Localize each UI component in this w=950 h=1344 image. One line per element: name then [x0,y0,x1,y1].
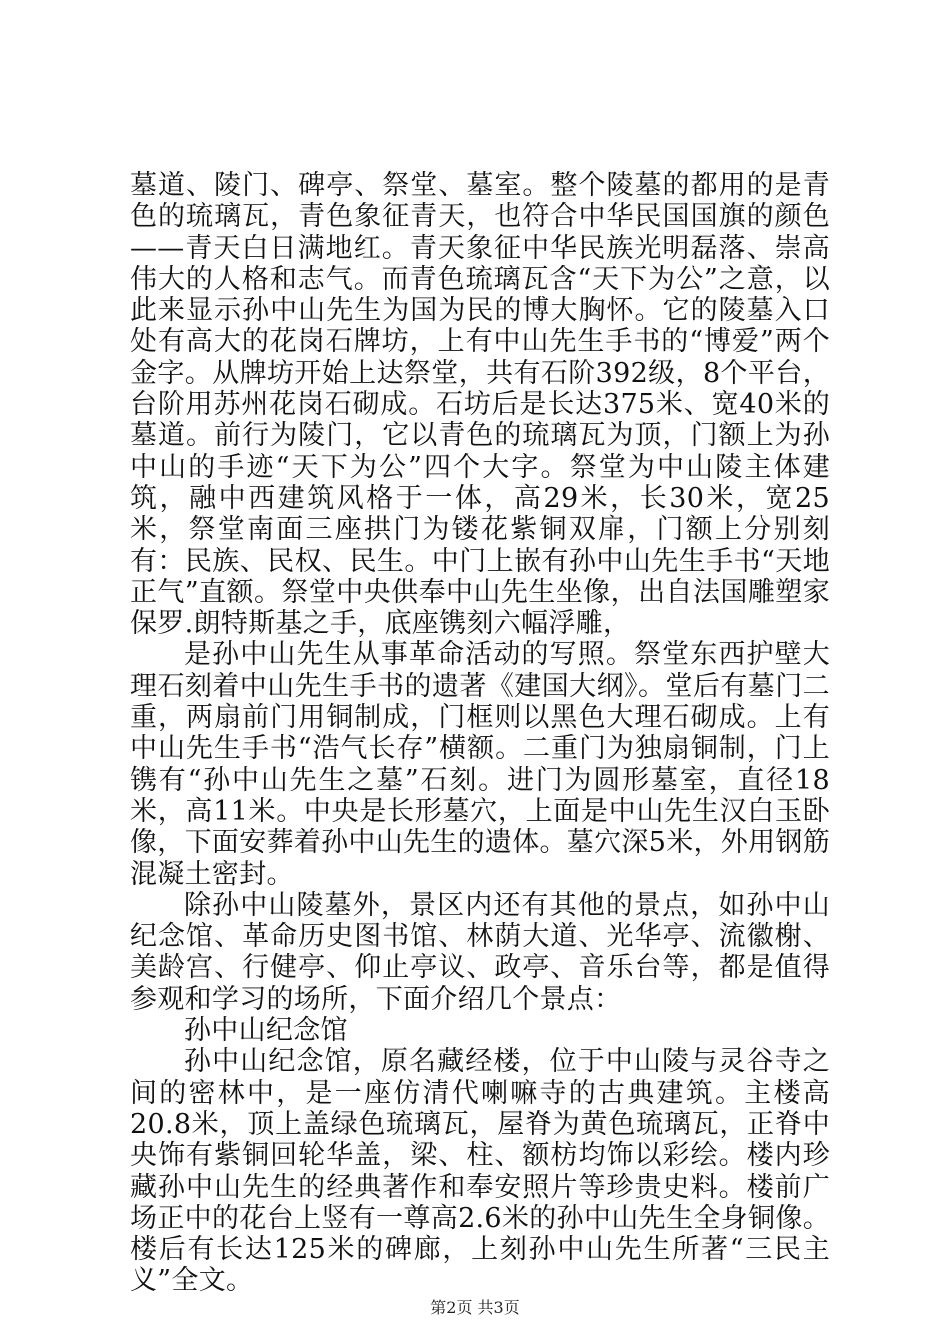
page-number-footer: 第2页 共3页 [430,1298,520,1317]
section-heading-memorial-hall: 孙中山纪念馆 [184,1015,348,1047]
paragraph-memorial-hall: 孙中山纪念馆，原名藏经楼，位于中山陵与灵谷寺之间的密林中，是一座仿清代喇嘛寺的古典建筑。主楼高20.8米，顶上盖绿色琉璃瓦，屋脊为黄色琉璃瓦，正脊中央饰有紫铜回轮华盖，梁、柱、额枋均饰以彩绘。楼内珍藏孙中山先生的经典著作和奉安照片等珍贵史料。楼前广场正中的花台上竖有一尊高2.6米的孙中山先生全身铜像。楼后有长达125米的碑廊，上刻孙中山先生所著“三民主义”全文。 [130,1046,830,1297]
document-body [130,170,830,1297]
paragraph-tomb-chamber: 是孙中山先生从事革命活动的写照。祭堂东西护壁大理石刻着中山先生手书的遗著《建国大纲》。堂后有墓门二重，两扇前门用铜制成，门框则以黑色大理石砌成。上有中山先生手书“浩气长存”横额。二重门为独扇铜制，门上镌有“孙中山先生之墓”石刻。进门为圆形墓室，直径18米，高11米。中央是长形墓穴，上面是中山先生汉白玉卧像，下面安葬着孙中山先生的遗体。墓穴深5米，外用钢筋混凝土密封。 [130,639,830,890]
paragraph-other-sights: 除孙中山陵墓外，景区内还有其他的景点，如孙中山纪念馆、革命历史图书馆、林荫大道、光华亭、流徽榭、美龄宫、行健亭、仰止亭议、政亭、音乐台等，都是值得参观和学习的场所，下面介绍几个景点： [130,889,830,1015]
paragraph-mausoleum-structure: 墓道、陵门、碑亭、祭堂、墓室。整个陵墓的都用的是青色的琉璃瓦，青色象征青天，也符合中华民国国旗的颜色——青天白日满地红。青天象征中华民族光明磊落、崇高伟大的人格和志气。而青色琉璃瓦含“天下为公”之意，以此来显示孙中山先生为国为民的博大胸怀。它的陵墓入口处有高大的花岗石牌坊，上有中山先生手书的“博爱”两个金字。从牌坊开始上达祭堂，共有石阶392级，8个平台，台阶用苏州花岗石砌成。石坊后是长达375米、宽40米的墓道。前行为陵门，它以青色的琉璃瓦为顶，门额上为孙中山的手迹“天下为公”四个大字。祭堂为中山陵主体建筑，融中西建筑风格于一体，高29米，长30米，宽25米，祭堂南面三座拱门为镂花紫铜双扉，门额上分别刻有：民族、民权、民生。中门上嵌有孙中山先生手书“天地正气”直额。祭堂中央供奉中山先生坐像，出自法国雕塑家保罗.朗特斯基之手，底座镌刻六幅浮雕， [130,170,830,640]
